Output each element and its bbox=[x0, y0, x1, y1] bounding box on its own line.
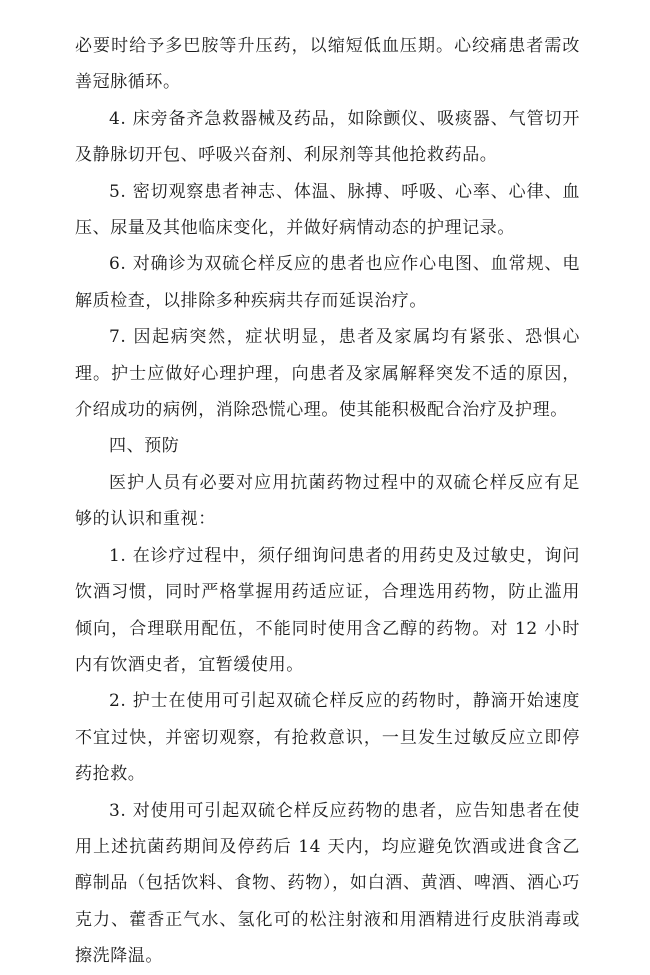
paragraph-hypotension-angina: 必要时给予多巴胺等升压药，以缩短低血压期。心绞痛患者需改善冠脉循环。 bbox=[75, 36, 580, 93]
paragraph-item-5-observation: 5. 密切观察患者神志、体温、脉搏、呼吸、心率、心律、血压、尿量及其他临床变化，并做好病情动态的护理记录。 bbox=[75, 181, 580, 239]
paragraph-item-6-examination: 6. 对确诊为双硫仑样反应的患者也应作心电图、血常规、电解质检查，以排除多种疾病共存而延误治疗。 bbox=[75, 254, 580, 311]
paragraph-item-4-emergency-equipment: 4. 床旁备齐急救器械及药品，如除颤仪、吸痰器、气管切开及静脉切开包、呼吸兴奋剂、利尿剂等其他抢救药品。 bbox=[75, 108, 580, 166]
paragraph-prevention-intro: 医护人员有必要对应用抗菌药物过程中的双硫仑样反应有足够的认识和重视： bbox=[75, 472, 580, 530]
paragraph-prevention-item-1: 1. 在诊疗过程中，须仔细询问患者的用药史及过敏史，询问饮酒习惯，同时严格掌握用药适应证，合理选用药物，防止滥用倾向，合理联用配伍，不能同时使用含乙醇的药物。对 12 小时内有饮酒史者，宜暂缓使用。 bbox=[75, 545, 580, 675]
paragraph-item-7-psychological-care: 7. 因起病突然，症状明显，患者及家属均有紧张、恐惧心理。护士应做好心理护理，向患者及家属解释突发不适的原因，介绍成功的病例，消除恐慌心理。使其能积极配合治疗及护理。 bbox=[75, 327, 580, 421]
section-heading-prevention: 四、预防 bbox=[109, 436, 180, 457]
paragraph-prevention-item-2: 2. 护士在使用可引起双硫仑样反应的药物时，静滴开始速度不宜过快，并密切观察，有抢救意识，一旦发生过敏反应立即停药抢救。 bbox=[75, 691, 580, 785]
paragraph-prevention-item-3: 3. 对使用可引起双硫仑样反应药物的患者，应告知患者在使用上述抗菌药期间及停药后 14 天内，均应避免饮酒或进食含乙醇制品（包括饮料、食物、药物），如白酒、黄酒、啤酒、酒心巧克力、藿香正气水、氢化可的松注射液和用酒精进行皮肤消毒或擦洗降温。 bbox=[75, 800, 580, 967]
document-page bbox=[75, 28, 580, 975]
